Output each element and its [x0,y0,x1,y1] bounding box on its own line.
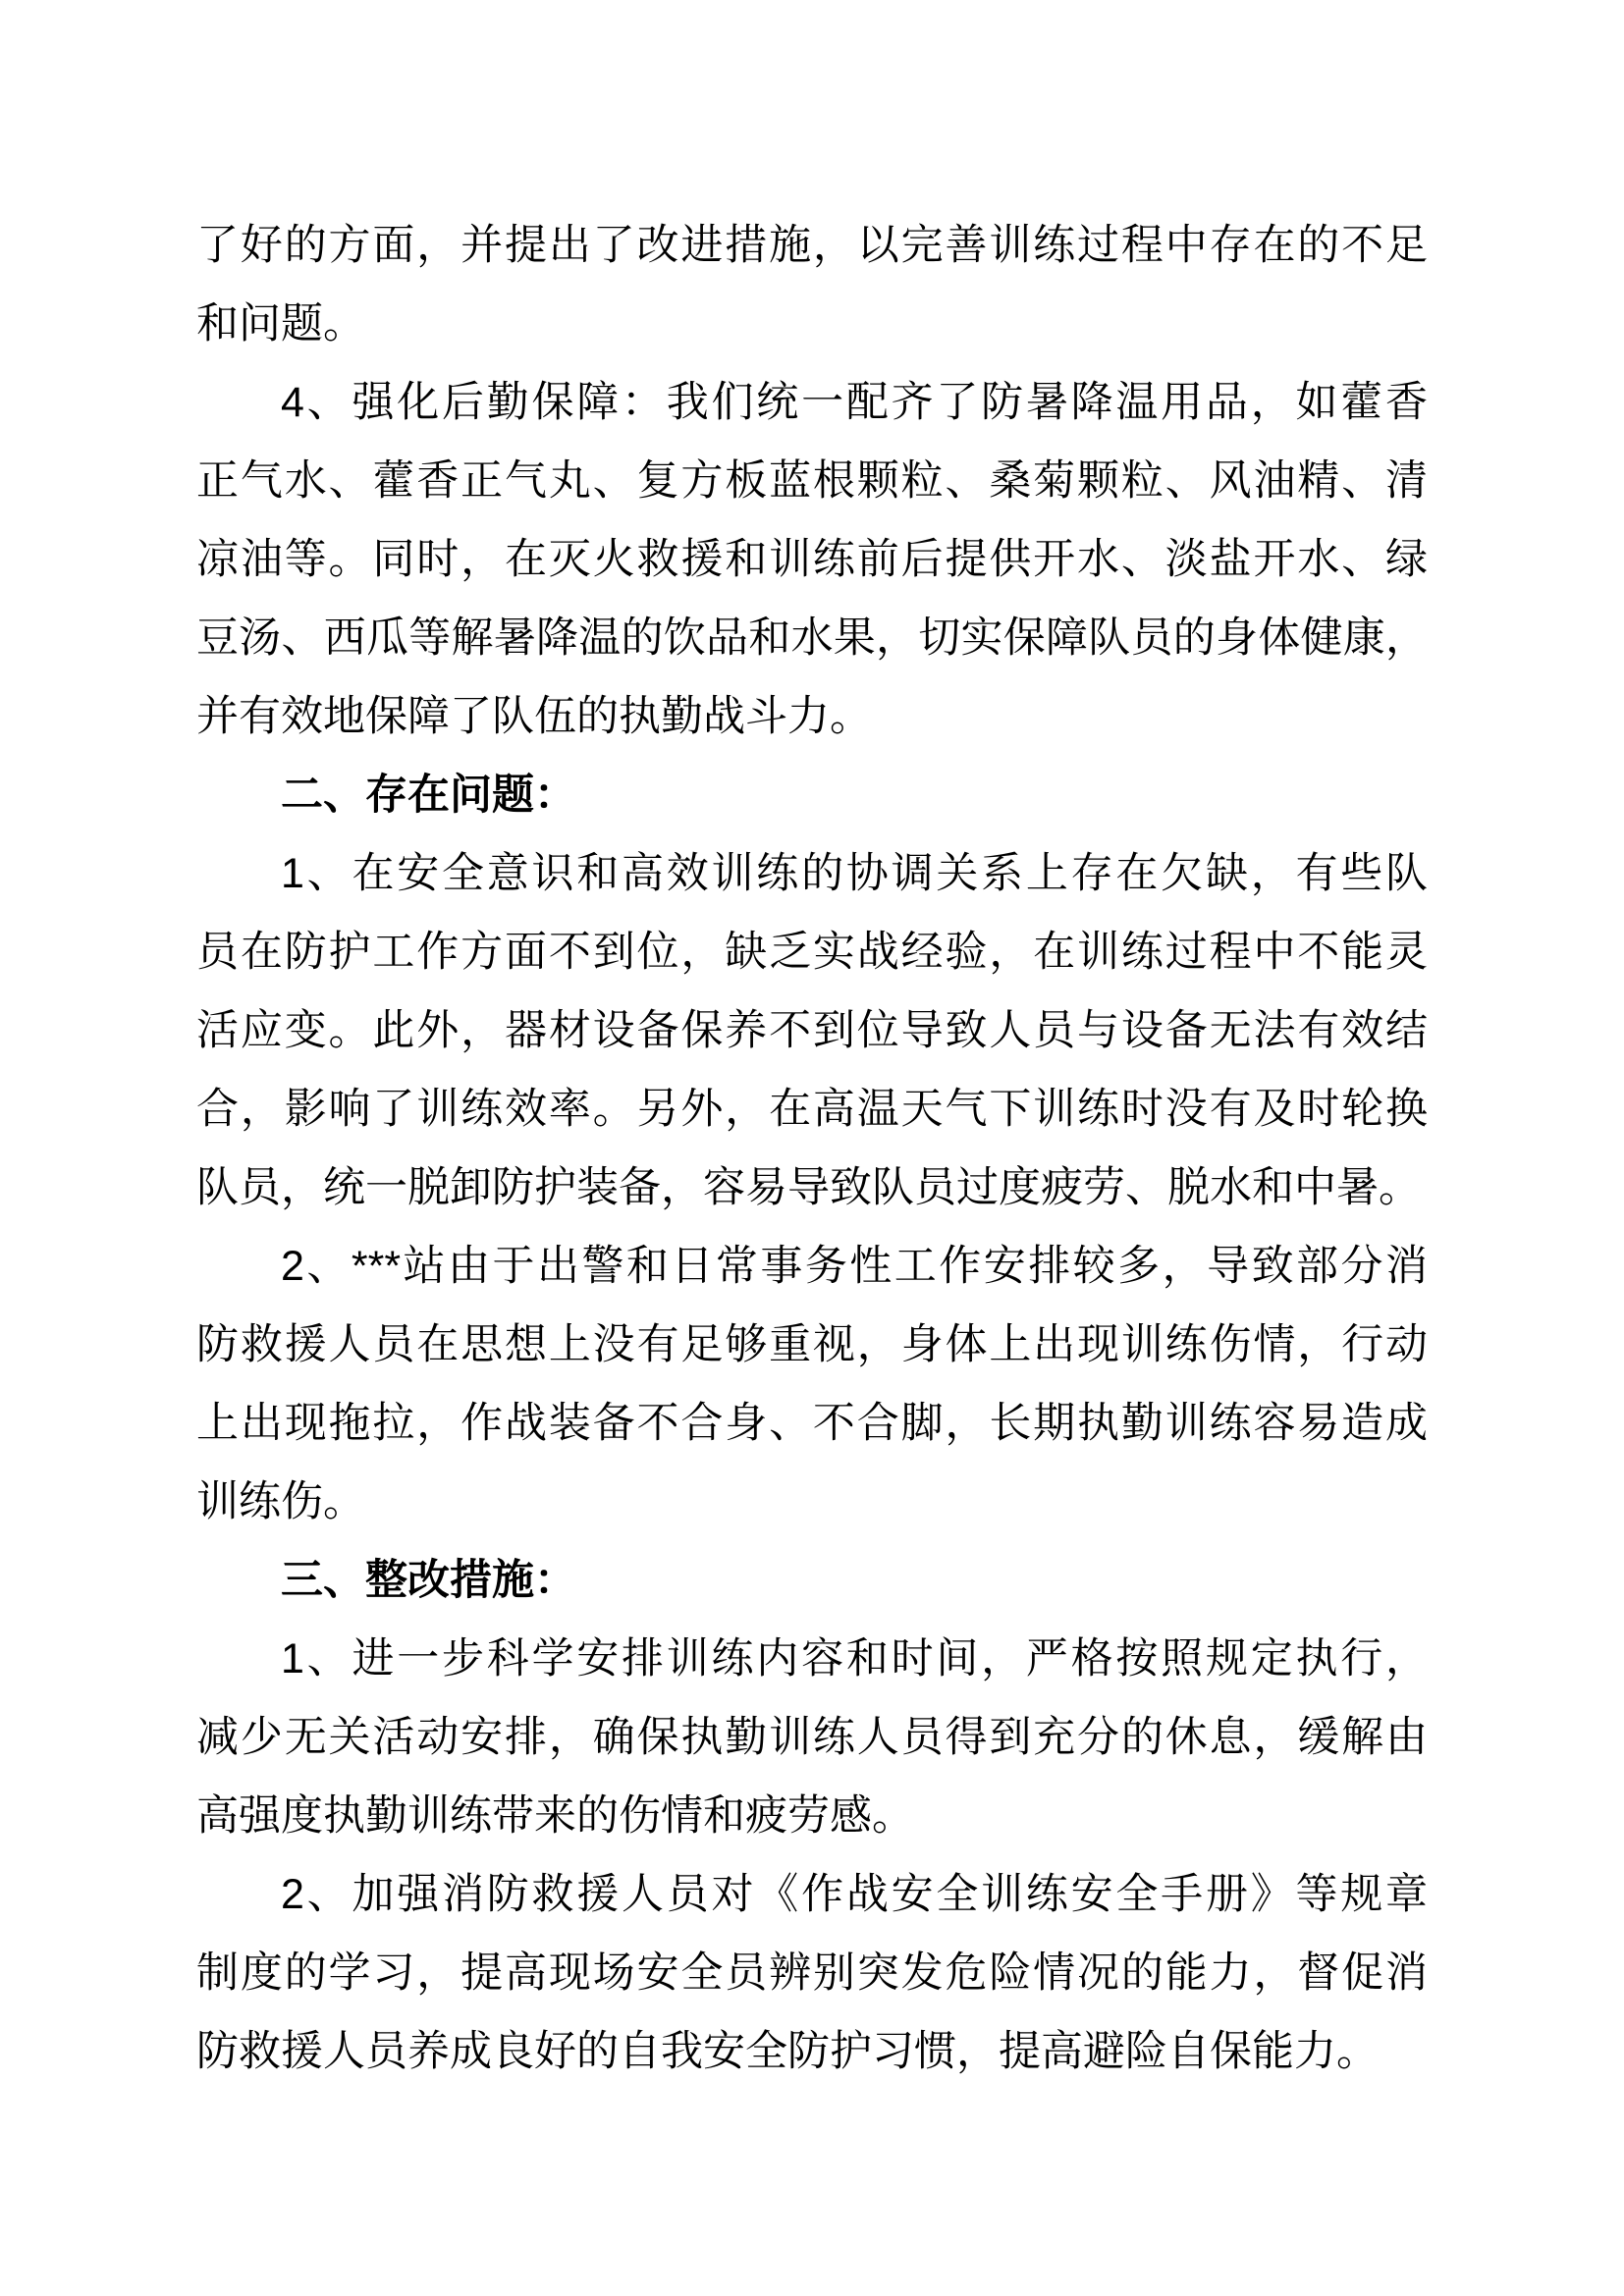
text-line: 二、存在问题： [281,772,576,819]
text-line: 4、强化后勤保障：我们统一配齐了防暑降温用品，如藿香 [281,379,1428,426]
text-line: 防救援人员养成良好的自我安全防护习惯，提高避险自保能力。 [196,2028,1379,2075]
text-line: 并有效地保障了队伍的执勤战斗力。 [196,693,872,740]
text-line: 凉油等。同时，在灭火救援和训练前后提供开水、淡盐开水、绿 [196,536,1428,583]
body-paragraph [196,206,1428,363]
body-paragraph [196,1855,1428,2091]
text-line: 员在防护工作方面不到位，缺乏实战经验，在训练过程中不能灵 [196,929,1428,976]
body-paragraph [196,363,1428,756]
section-heading [196,1541,1428,1620]
body-paragraph [196,834,1428,1227]
text-line: 了好的方面，并提出了改进措施，以完善训练过程中存在的不足 [196,222,1428,269]
text-line: 2、加强消防救援人员对《作战安全训练安全手册》等规章 [281,1871,1428,1918]
text-line: 1、进一步科学安排训练内容和时间，严格按照规定执行， [281,1635,1428,1682]
text-line: 正气水、藿香正气丸、复方板蓝根颗粒、桑菊颗粒、风油精、清 [196,457,1428,505]
text-line: 三、整改措施： [281,1557,576,1604]
text-line: 1、在安全意识和高效训练的协调关系上存在欠缺，有些队 [281,850,1428,897]
document-body [196,206,1428,2091]
section-heading [196,756,1428,834]
text-line: 上出现拖拉，作战装备不合身、不合脚，长期执勤训练容易造成 [196,1400,1428,1447]
text-line: 活应变。此外，器材设备保养不到位导致人员与设备无法有效结 [196,1007,1428,1054]
text-line: 合，影响了训练效率。另外，在高温天气下训练时没有及时轮换 [196,1086,1428,1133]
text-line: 和问题。 [196,300,365,347]
text-line: 训练伤。 [196,1478,365,1525]
text-line: 防救援人员在思想上没有足够重视，身体上出现训练伤情，行动 [196,1321,1428,1368]
body-paragraph [196,1227,1428,1541]
text-line: 减少无关活动安排，确保执勤训练人员得到充分的休息，缓解由 [196,1714,1428,1761]
text-line: 制度的学习，提高现场安全员辨别突发危险情况的能力，督促消 [196,1949,1428,1997]
text-line: 队员，统一脱卸防护装备，容易导致队员过度疲劳、脱水和中暑。 [196,1164,1421,1211]
text-line: 豆汤、西瓜等解暑降温的饮品和水果，切实保障队员的身体健康， [196,614,1428,662]
text-line: 高强度执勤训练带来的伤情和疲劳感。 [196,1792,914,1840]
text-line: 2、***站由于出警和日常事务性工作安排较多，导致部分消 [281,1243,1428,1290]
body-paragraph [196,1620,1428,1855]
